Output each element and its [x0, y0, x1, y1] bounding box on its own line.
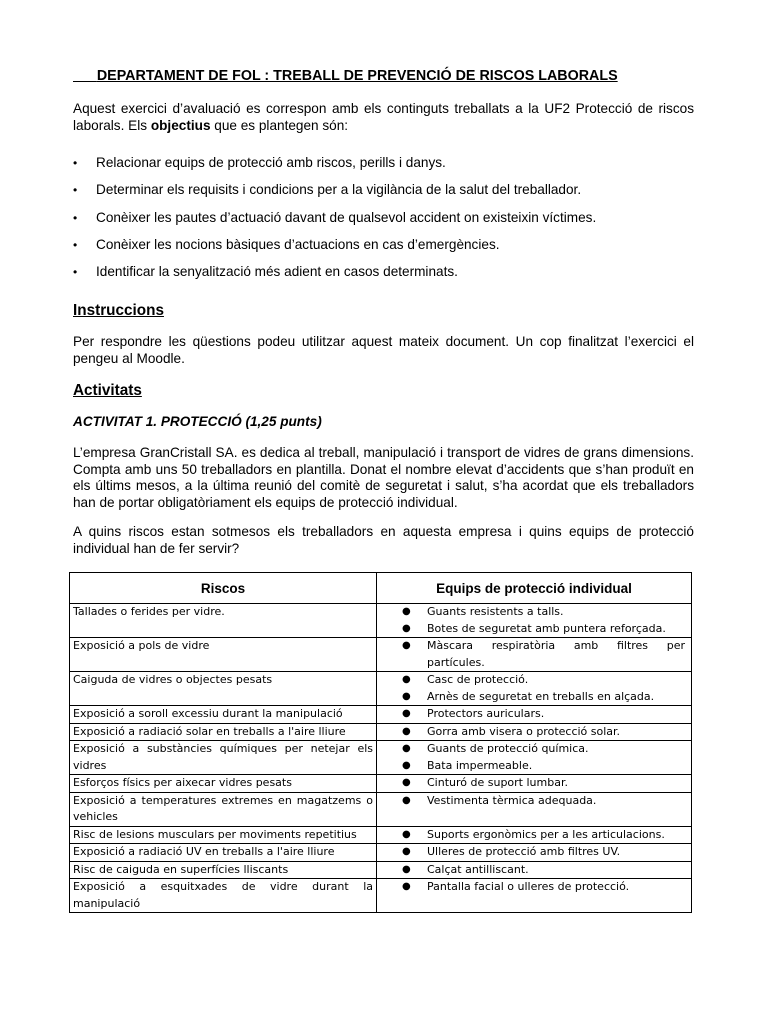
equipment-cell — [377, 723, 692, 741]
table-row — [70, 879, 692, 913]
list-item — [73, 237, 694, 264]
equipment-item: ● Botes de seguretat amb puntera reforçada. — [402, 621, 685, 638]
intro-paragraph — [73, 101, 694, 134]
objective-text: Conèixer les pautes d’actuació davant de qualsevol accident on existeixin víctimes. — [96, 209, 597, 225]
bullet-icon: • — [73, 183, 78, 198]
equipment-cell — [377, 844, 692, 862]
risks-table — [69, 572, 692, 913]
risk-cell: Exposició a radiació UV en treballs a l'aire lliure — [70, 844, 377, 862]
table-row — [70, 844, 692, 862]
bullet-icon: ● — [402, 846, 411, 857]
bullet-icon: ● — [402, 708, 411, 719]
list-item — [73, 210, 694, 237]
risk-cell: Risc de lesions musculars per moviments repetitius — [70, 826, 377, 844]
equipment-item: ● Bata impermeable. — [402, 758, 685, 775]
bullet-icon: • — [73, 156, 78, 170]
activities-heading: Activitats — [73, 382, 142, 399]
bullet-icon: • — [73, 210, 78, 225]
list-item — [73, 155, 694, 182]
activity1-question: A quins riscos estan sotmesos els treballadors en aquesta empresa i quins equips de protecció individual han de fer servir? — [73, 524, 694, 556]
equipment-item: ● Vestimenta tèrmica adequada. — [402, 793, 685, 810]
risk-cell: Risc de caiguda en superfícies lliscants — [70, 861, 377, 879]
bullet-icon: ● — [402, 606, 411, 617]
list-item — [73, 264, 694, 291]
objective-text: Conèixer les nocions bàsiques d’actuacions en cas d’emergències. — [96, 236, 500, 252]
page-title — [73, 68, 695, 84]
objective-text: Determinar els requisits i condicions per a la vigilància de la salut del treballador. — [96, 182, 582, 198]
header-risks: Riscos — [70, 573, 377, 604]
table-row — [70, 723, 692, 741]
activity1-paragraph: L’empresa GranCristall SA. es dedica al treball, manipulació i transport de vidres de grans dimensions. Compta amb uns 50 treballadors en plantilla. Donat el nombre elevat d’accidents que s’han produït en els últims mesos, a la última reunió del comitè de seguretat i salut, s’ha acordat que els treballadors han de portar obligatòriament els equips de protecció individual. — [73, 445, 694, 510]
risk-cell: Exposició a esquitxades de vidre durant la manipulació — [70, 879, 377, 913]
bullet-icon: ● — [402, 881, 411, 892]
equipment-item: ● Casc de protecció. — [402, 672, 685, 689]
bullet-icon: ● — [402, 725, 411, 737]
bullet-icon: ● — [402, 759, 411, 771]
objectives-list — [73, 155, 694, 291]
equipment-item: ● Calçat antilliscant. — [402, 862, 685, 879]
bullet-icon: ● — [402, 743, 411, 754]
table-row — [70, 638, 692, 672]
table-row — [70, 775, 692, 793]
table-row — [70, 792, 692, 826]
equipment-cell — [377, 792, 692, 826]
risk-cell: Exposició a temperatures extremes en magatzems o vehicles — [70, 792, 377, 826]
bullet-icon: ● — [402, 622, 411, 634]
table-row — [70, 672, 692, 706]
equipment-item: ● Protectors auriculars. — [402, 706, 685, 723]
risk-cell: Exposició a pols de vidre — [70, 638, 377, 672]
risk-cell: Exposició a soroll excessiu durant la manipulació — [70, 706, 377, 724]
equipment-item: ● Guants resistents a talls. — [402, 604, 685, 621]
bullet-icon: ● — [402, 690, 411, 702]
bullet-icon: ● — [402, 828, 411, 840]
bullet-icon: • — [73, 265, 78, 280]
bullet-icon: ● — [402, 863, 411, 875]
instructions-paragraph: Per respondre les qüestions podeu utilitzar aquest mateix document. Un cop finalitzat l’exercici el pengeu al Moodle. — [73, 334, 694, 366]
equipment-item: ● Arnès de seguretat en treballs en alçada. — [402, 689, 685, 706]
risk-cell: Exposició a radiació solar en treballs a l'aire lliure — [70, 723, 377, 741]
table-row — [70, 741, 692, 775]
equipment-item: ● Pantalla facial o ulleres de protecció. — [402, 879, 685, 896]
risk-cell: Tallades o ferides per vidre. — [70, 604, 377, 638]
header-equipment: Equips de protecció individual — [377, 573, 692, 604]
table-row — [70, 706, 692, 724]
equipment-item: ● Cinturó de suport lumbar. — [402, 775, 685, 792]
bullet-icon: • — [73, 237, 78, 252]
instructions-heading: Instruccions — [73, 302, 164, 319]
objective-text: Identificar la senyalització més adient en casos determinats. — [96, 264, 458, 280]
intro-text-before: Aquest exercici d’avaluació es correspon amb els continguts treballats a la UF2 Protecció de riscos laborals. Els — [73, 101, 694, 133]
objective-text: Relacionar equips de protecció amb riscos, perills i danys. — [96, 155, 446, 170]
equipment-item: ● Ulleres de protecció amb filtres UV. — [402, 844, 685, 861]
equipment-cell — [377, 706, 692, 724]
title-underline-lead — [73, 68, 97, 84]
equipment-cell — [377, 826, 692, 844]
equipment-cell — [377, 672, 692, 706]
bullet-icon: ● — [402, 777, 411, 788]
risk-cell: Exposició a substàncies químiques per netejar els vidres — [70, 741, 377, 775]
equipment-item: ● Màscara respiratòria amb filtres per partícules. — [402, 639, 685, 669]
equipment-cell — [377, 638, 692, 672]
equipment-cell — [377, 741, 692, 775]
bullet-icon: ● — [402, 794, 411, 806]
title-text: DEPARTAMENT DE FOL : TREBALL DE PREVENCIÓ DE RISCOS LABORALS — [96, 68, 618, 84]
equipment-cell — [377, 861, 692, 879]
intro-bold: objectius — [150, 117, 211, 133]
bullet-icon: ● — [402, 640, 411, 651]
risk-cell: Caiguda de vidres o objectes pesats — [70, 672, 377, 706]
equipment-item: ● Suports ergonòmics per a les articulacions. — [402, 827, 685, 844]
equipment-cell — [377, 775, 692, 793]
table-header-row — [70, 573, 692, 604]
equipment-cell — [377, 879, 692, 913]
activity1-title: ACTIVITAT 1. PROTECCIÓ (1,25 punts) — [73, 414, 322, 429]
equipment-cell — [377, 604, 692, 638]
table-row — [70, 826, 692, 844]
list-item — [73, 182, 694, 209]
table-row — [70, 861, 692, 879]
table-row — [70, 604, 692, 638]
equipment-item: ● Gorra amb visera o protecció solar. — [402, 724, 685, 741]
bullet-icon: ● — [402, 674, 411, 685]
equipment-item: ● Guants de protecció química. — [402, 741, 685, 758]
risk-cell: Esforços físics per aixecar vidres pesats — [70, 775, 377, 793]
intro-text-after: que es plantegen són: — [210, 117, 349, 133]
